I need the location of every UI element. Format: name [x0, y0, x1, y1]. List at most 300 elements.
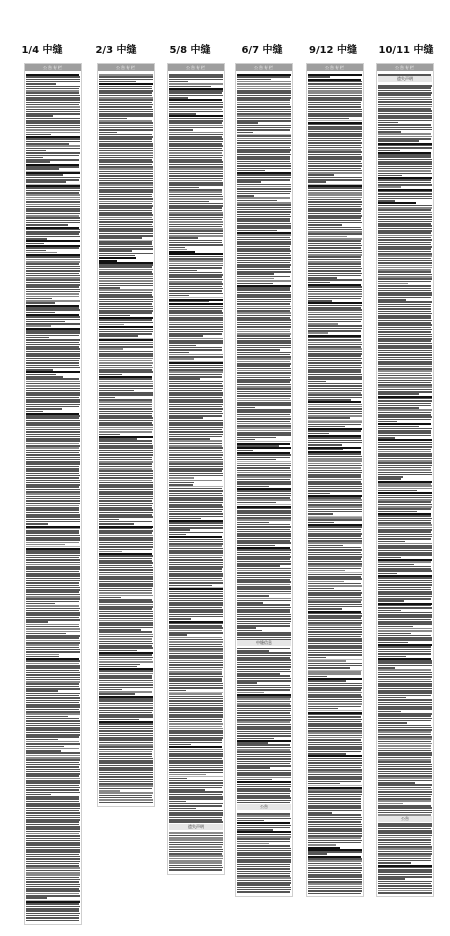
fine-print-line	[237, 414, 290, 416]
fine-print-line	[26, 591, 79, 593]
fine-print-line	[237, 90, 291, 92]
fine-print-line	[237, 423, 291, 425]
fine-print-line	[378, 550, 432, 552]
fine-print-line	[99, 187, 153, 189]
fine-print-line	[169, 732, 223, 734]
fine-print-line	[169, 365, 223, 367]
fine-print-line	[169, 189, 222, 191]
fine-print-line	[26, 578, 80, 580]
fine-print-line	[26, 640, 80, 642]
section-subhead: 公告	[237, 804, 291, 810]
fine-print-line	[378, 529, 432, 531]
fine-print-line	[99, 292, 152, 294]
fine-print-line	[308, 426, 345, 428]
fine-print-line	[237, 779, 272, 781]
fine-print-line	[237, 184, 291, 186]
fine-print-line	[26, 312, 55, 314]
fine-print-line	[308, 268, 362, 270]
fine-print-line	[169, 155, 223, 157]
fine-print-line	[237, 432, 291, 434]
fine-print-line	[308, 540, 362, 542]
fine-print-line	[308, 413, 362, 415]
fine-print-line	[99, 772, 153, 774]
fine-print-line	[26, 461, 80, 463]
fine-print-line	[169, 182, 223, 184]
fine-print-line	[26, 197, 80, 199]
fine-print-line	[169, 591, 223, 593]
fine-print-line	[26, 833, 79, 835]
fine-print-line	[26, 532, 79, 534]
fine-print-line	[237, 864, 290, 866]
fine-print-line	[169, 585, 212, 587]
fine-print-line	[308, 128, 362, 130]
fine-print-line	[99, 171, 153, 173]
fine-print-line	[378, 435, 431, 437]
fine-print-line	[26, 252, 57, 254]
fine-print-line	[26, 660, 80, 662]
fine-print-line	[308, 879, 362, 881]
fine-print-line	[169, 95, 223, 97]
fine-print-line	[237, 227, 291, 229]
fine-print-line	[237, 784, 291, 786]
fine-print-line	[237, 774, 291, 776]
fine-print-line	[308, 583, 361, 585]
fine-print-line	[308, 351, 362, 353]
fine-print-line	[99, 661, 153, 663]
fine-print-line	[26, 537, 80, 539]
fine-print-line	[26, 296, 79, 298]
fine-print-line	[378, 242, 431, 244]
fine-print-line	[308, 758, 362, 760]
fine-print-line	[378, 430, 431, 432]
fine-print-line	[237, 140, 291, 142]
fine-print-line	[308, 383, 362, 385]
fine-print-line	[308, 552, 361, 554]
fine-print-line	[169, 129, 193, 131]
fine-print-line	[26, 920, 79, 922]
fine-print-line	[26, 106, 80, 108]
fine-print-line	[169, 835, 223, 837]
fine-print-line	[99, 342, 153, 344]
fine-print-line	[169, 347, 222, 349]
fine-print-line	[308, 547, 361, 549]
fine-print-line	[99, 473, 153, 475]
fine-print-line	[99, 411, 153, 413]
fine-print-line	[169, 798, 223, 800]
fine-print-line	[237, 852, 291, 854]
fine-print-line	[308, 565, 362, 567]
fine-print-line	[308, 277, 337, 279]
fine-print-line	[99, 150, 153, 152]
fine-print-line	[237, 174, 291, 176]
fine-print-line	[378, 131, 401, 133]
fine-print-line	[378, 110, 432, 112]
fine-print-line	[237, 744, 290, 746]
fine-print-line	[169, 113, 196, 115]
fine-print-line	[26, 115, 53, 117]
fine-print-line	[26, 355, 80, 357]
fine-print-line	[26, 109, 80, 111]
fine-print-line	[26, 877, 79, 879]
fine-print-line	[237, 650, 269, 652]
fine-print-line	[26, 819, 80, 821]
fine-print-line	[308, 151, 362, 153]
fine-print-line	[378, 216, 432, 218]
fine-print-line	[169, 607, 222, 609]
fine-print-line	[169, 630, 222, 632]
fine-print-line	[169, 109, 222, 111]
fine-print-line	[99, 549, 152, 551]
fine-print-line	[169, 207, 222, 209]
fine-print-line	[99, 680, 153, 682]
fine-print-line	[378, 635, 431, 637]
fine-print-line	[169, 443, 222, 445]
fine-print-line	[26, 605, 79, 607]
fine-print-line	[308, 472, 362, 474]
fine-print-line	[26, 764, 80, 766]
fine-print-line	[169, 803, 223, 805]
fine-print-line	[308, 701, 362, 703]
fine-print-line	[378, 771, 432, 773]
fine-print-line	[26, 594, 80, 596]
fine-print-line	[308, 735, 362, 737]
fine-print-line	[99, 95, 152, 97]
fine-print-line	[169, 593, 223, 595]
fine-print-line	[308, 851, 362, 853]
fine-print-line	[308, 415, 362, 417]
fine-print-line	[308, 863, 361, 865]
fine-print-line	[169, 562, 223, 564]
fine-print-line	[308, 590, 361, 592]
fine-print-line	[26, 587, 80, 589]
fine-print-line	[169, 849, 223, 851]
fine-print-line	[308, 233, 362, 235]
fine-print-line	[308, 810, 362, 812]
fine-print-line	[237, 223, 291, 225]
fine-print-line	[378, 92, 432, 94]
fine-print-line	[26, 236, 80, 238]
fine-print-line	[237, 246, 290, 248]
fine-print-line	[169, 324, 223, 326]
fine-print-line	[378, 393, 419, 395]
fine-print-line	[237, 347, 291, 349]
fine-print-line	[99, 569, 153, 571]
fine-print-line	[99, 184, 153, 186]
fine-print-line	[308, 568, 361, 570]
fine-print-line	[378, 251, 431, 253]
fine-print-line	[99, 611, 153, 613]
fine-print-line	[378, 773, 432, 775]
column-title-5-8: 5/8 中缝	[169, 45, 211, 56]
fine-print-line	[378, 722, 407, 724]
fine-print-line	[378, 219, 432, 221]
fine-print-line	[378, 825, 432, 827]
fine-print-line	[378, 101, 432, 103]
fine-print-line	[99, 306, 153, 308]
fine-print-line	[99, 491, 153, 493]
fine-print-line	[237, 326, 291, 328]
fine-print-line	[99, 664, 140, 666]
fine-print-line	[26, 769, 80, 771]
fine-print-line	[378, 669, 431, 671]
fine-print-line	[26, 201, 80, 203]
fine-print-line	[26, 505, 79, 507]
fine-print-line	[26, 282, 80, 284]
fine-print-line	[237, 579, 290, 581]
fine-print-line	[237, 710, 291, 712]
fine-print-line	[308, 826, 362, 828]
fine-print-line	[237, 843, 269, 845]
fine-print-line	[308, 289, 362, 291]
fine-print-line	[237, 163, 291, 165]
fine-print-line	[237, 749, 290, 751]
fine-print-line	[237, 490, 291, 492]
fine-print-line	[237, 470, 291, 472]
fine-print-line	[99, 576, 153, 578]
fine-print-line	[26, 842, 80, 844]
fine-print-line	[237, 145, 291, 147]
fine-print-line	[169, 342, 223, 344]
fine-print-line	[169, 178, 223, 180]
fine-print-line	[237, 193, 290, 195]
fine-print-line	[169, 564, 223, 566]
fine-print-line	[26, 585, 79, 587]
fine-print-line	[378, 750, 431, 752]
fine-print-line	[237, 409, 291, 411]
fine-print-line	[378, 405, 431, 407]
fine-print-line	[26, 279, 80, 281]
fine-print-line	[378, 472, 432, 474]
fine-print-line	[237, 542, 291, 544]
fine-print-line	[169, 450, 222, 452]
fine-print-line	[237, 533, 291, 535]
fine-print-line	[237, 627, 256, 629]
fine-print-line	[308, 300, 332, 302]
fine-print-line	[99, 555, 153, 557]
fine-print-line	[169, 844, 223, 846]
fine-print-line	[169, 333, 222, 335]
fine-print-line	[99, 493, 153, 495]
fine-print-line	[378, 878, 405, 880]
fine-print-line	[308, 217, 361, 219]
fine-print-line	[99, 774, 153, 776]
fine-print-line	[308, 154, 361, 156]
fine-print-line	[237, 721, 290, 723]
fine-print-line	[99, 700, 153, 702]
fine-print-line	[378, 527, 432, 529]
fine-print-line	[99, 324, 124, 326]
fine-print-line	[169, 650, 223, 652]
fine-print-line	[26, 408, 62, 410]
fine-print-line	[378, 426, 419, 428]
fine-print-line	[169, 168, 223, 170]
fine-print-line	[169, 794, 222, 796]
fine-print-line	[308, 561, 362, 563]
fine-print-line	[26, 97, 80, 99]
fine-print-line	[237, 800, 291, 802]
fine-print-line	[308, 765, 362, 767]
fine-print-line	[237, 756, 291, 758]
fine-print-line	[169, 371, 223, 373]
fine-print-line	[169, 477, 194, 479]
fine-print-line	[99, 143, 153, 145]
fine-print-line	[378, 520, 431, 522]
fine-print-line	[237, 591, 291, 593]
fine-print-line	[169, 595, 223, 597]
fine-print-line	[378, 161, 432, 163]
fine-print-line	[169, 709, 223, 711]
fine-print-line	[99, 728, 153, 730]
fine-print-line	[99, 353, 153, 355]
fine-print-line	[378, 782, 415, 784]
fine-print-line	[308, 442, 362, 444]
fine-print-line	[308, 298, 361, 300]
fine-print-line	[308, 456, 362, 458]
fine-print-line	[169, 490, 223, 492]
fine-print-line	[308, 135, 362, 137]
fine-print-line	[237, 861, 291, 863]
fine-print-line	[99, 141, 152, 143]
fine-print-line	[308, 92, 362, 94]
fine-print-line	[99, 597, 121, 599]
fine-print-line	[378, 228, 432, 230]
fine-print-line	[99, 514, 152, 516]
fine-print-line	[169, 436, 222, 438]
fine-print-line	[26, 903, 79, 905]
fine-print-line	[308, 742, 362, 744]
fine-print-line	[378, 400, 432, 402]
fine-print-line	[26, 383, 80, 385]
fine-print-line	[308, 730, 362, 732]
fine-print-line	[169, 550, 223, 552]
fine-print-line	[26, 181, 66, 183]
fine-print-line	[169, 329, 223, 331]
fine-print-line	[378, 736, 432, 738]
fine-print-line	[169, 723, 223, 725]
fine-print-line	[99, 572, 153, 574]
fine-print-line	[169, 817, 222, 819]
fine-print-line	[26, 243, 44, 245]
fine-print-line	[237, 607, 291, 609]
fine-print-line	[308, 161, 361, 163]
fine-print-line	[99, 716, 153, 718]
fine-print-line	[378, 442, 432, 444]
fine-print-line	[237, 797, 291, 799]
fine-print-line	[308, 421, 362, 423]
fine-print-line	[378, 340, 431, 342]
fine-print-line	[99, 196, 152, 198]
fine-print-line	[237, 361, 290, 363]
fine-print-line	[26, 152, 80, 154]
fine-print-line	[308, 888, 362, 890]
fine-print-line	[99, 273, 153, 275]
fine-print-line	[169, 832, 223, 834]
fine-print-line	[378, 117, 432, 119]
fine-print-line	[378, 465, 432, 467]
fine-print-line	[169, 680, 222, 682]
fine-print-line	[378, 94, 431, 96]
fine-print-line	[26, 562, 80, 564]
fine-print-line	[378, 681, 432, 683]
fine-print-line	[26, 319, 80, 321]
fine-print-line	[169, 676, 223, 678]
fine-print-line	[378, 182, 431, 184]
fine-print-line	[378, 163, 432, 165]
fine-print-line	[237, 648, 290, 650]
fine-print-line	[237, 299, 291, 301]
fine-print-line	[26, 683, 79, 685]
fine-print-line	[99, 756, 152, 758]
fine-print-line	[99, 710, 153, 712]
fine-print-line	[378, 168, 432, 170]
fine-print-line	[99, 712, 152, 714]
fine-print-line	[99, 588, 152, 590]
fine-print-line	[99, 638, 152, 640]
fine-print-line	[378, 145, 432, 147]
fine-print-line	[169, 378, 200, 380]
fine-print-line	[378, 628, 432, 630]
column-strip-6-7	[235, 63, 293, 897]
fine-print-line	[26, 477, 79, 479]
fine-print-line	[99, 535, 153, 537]
fine-print-line	[99, 422, 152, 424]
fine-print-line	[26, 688, 80, 690]
fine-print-line	[237, 411, 291, 413]
fine-print-line	[237, 92, 291, 94]
fine-print-line	[308, 886, 362, 888]
fine-print-line	[237, 554, 290, 556]
fine-print-line	[308, 526, 362, 528]
fine-print-line	[378, 731, 431, 733]
fine-print-line	[378, 734, 431, 736]
fine-print-line	[237, 827, 290, 829]
fine-print-line	[378, 285, 431, 287]
fine-print-line	[169, 184, 223, 186]
fine-print-line	[26, 550, 80, 552]
fine-print-line	[26, 99, 80, 101]
fine-print-line	[237, 161, 290, 163]
fine-print-line	[26, 362, 79, 364]
fine-print-line	[378, 451, 431, 453]
fine-print-line	[237, 868, 290, 870]
fine-print-line	[308, 254, 362, 256]
fine-print-line	[26, 528, 80, 530]
fine-print-line	[169, 758, 222, 760]
fine-print-line	[169, 600, 223, 602]
fine-print-line	[237, 349, 280, 351]
fine-print-line	[99, 618, 153, 620]
fine-print-line	[169, 424, 223, 426]
fine-print-line	[169, 354, 223, 356]
fine-print-line	[308, 319, 362, 321]
fine-print-line	[99, 693, 135, 695]
section-subhead: 遗失声明	[169, 824, 223, 830]
fine-print-line	[169, 260, 223, 262]
fine-print-line	[169, 397, 222, 399]
fine-print-line	[26, 723, 80, 725]
fine-print-line	[169, 463, 223, 465]
fine-print-line	[26, 884, 80, 886]
fine-print-line	[308, 355, 361, 357]
fine-print-line	[378, 386, 432, 388]
fine-print-line	[378, 198, 432, 200]
fine-print-line	[99, 707, 153, 709]
fine-print-line	[99, 657, 153, 659]
fine-print-line	[237, 742, 268, 744]
column-header: 公告专栏	[168, 64, 224, 71]
fine-print-line	[237, 666, 291, 668]
fine-print-line	[308, 197, 362, 199]
